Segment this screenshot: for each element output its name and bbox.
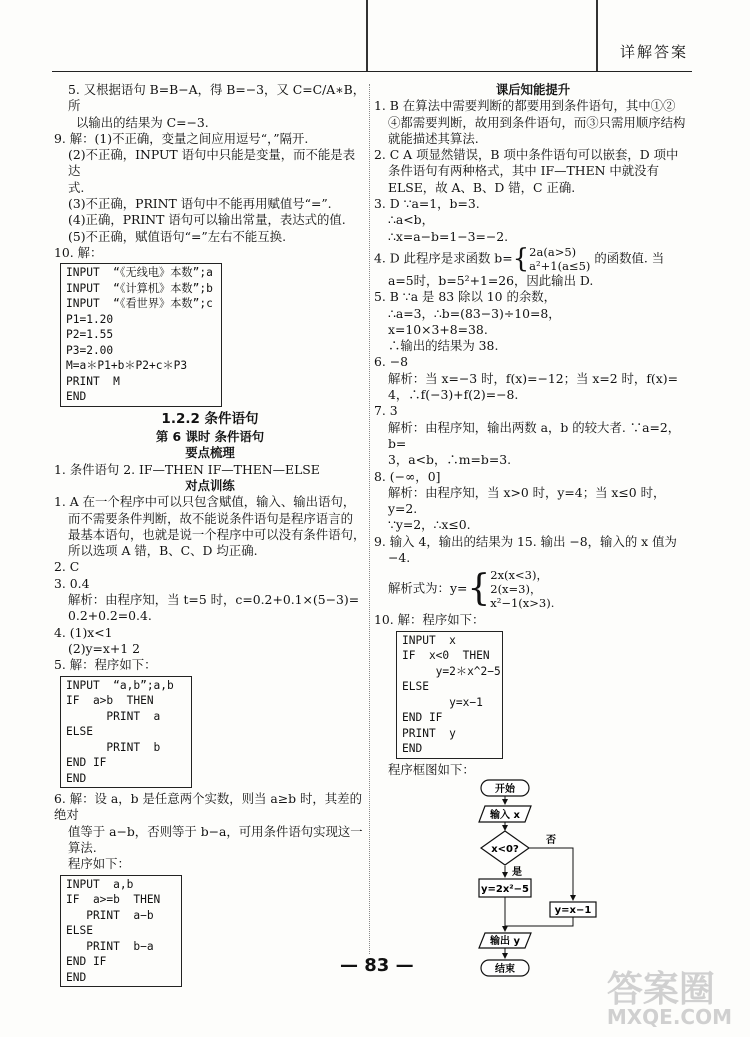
column-divider	[369, 84, 370, 954]
r9-case2: 2(x=3)，	[490, 582, 542, 597]
r4-line2: a=5时，b=5²+1=26，因此输出 D.	[388, 272, 594, 288]
answer-5-line1: 5. 又根据语句 B=B−A，得 B=−3，又 C=C/A∗B，所	[68, 82, 366, 114]
q6-line2: 值等于 a−b，否则等于 b−a，可用条件语句实现这一	[68, 823, 363, 839]
answer-9-part4: (4)正确，PRINT 语句可以输出常量，表达式的值.	[68, 212, 346, 228]
r4-case1: 2a(a>5)	[529, 244, 577, 259]
r4-pre: 4. D 此程序是求函数 b=	[374, 250, 513, 266]
q3-line3: 0.2+0.2=0.4.	[68, 608, 152, 624]
q3-line1: 3. 0.4	[54, 575, 90, 591]
right-column	[374, 82, 692, 996]
page-number: — 83 —	[340, 955, 414, 976]
flow-cond-label: x<0?	[491, 843, 519, 855]
q1-line2: 而不需要条件判断，故不能说条件语句是程序语言的	[68, 510, 353, 526]
flow-input-label: 输入 x	[490, 809, 520, 821]
r3-line2: ∴a<b，	[388, 212, 434, 228]
r9-brace: {	[467, 568, 491, 610]
r7-line2: 解析：由程序知，输出两数 a，b 的较大者. ∵a=2，b=	[388, 419, 681, 451]
r8-line3: ∵y=2，∴x≤0.	[388, 517, 471, 533]
code-block-5: INPUT “a,b”;a,b IF a>b THEN PRINT a ELSE PRINT b END IF END	[60, 676, 192, 789]
r5-line4: ∴输出的结果为 38.	[388, 338, 499, 354]
r9-pre: 解析式为：y=	[388, 580, 468, 596]
r9-piecewise	[490, 568, 554, 610]
r9-line2: −4.	[388, 550, 411, 566]
r4-piecewise	[529, 245, 590, 273]
answer-10-head: 10. 解：	[54, 244, 103, 260]
answer-9-head: 9. 解：(1)不正确，变量之间应用逗号“，”隔开.	[54, 130, 309, 146]
r3-line3: ∴x=a−b=1−3=−2.	[388, 228, 509, 244]
flow-yes-box-label: y=2x²−5	[480, 883, 530, 895]
subsection-yaodian: 要点梳理	[185, 445, 235, 461]
r4-line1	[374, 245, 692, 273]
flowchart	[466, 778, 726, 996]
answer-5-line2: 以输出的结果为 C=−3.	[76, 114, 209, 130]
r8-line2: 解析：由程序知，当 x>0 时，y=4；当 x≤0 时，y=2.	[388, 484, 666, 517]
header-bar-left	[366, 0, 368, 72]
r4-brace: {	[512, 243, 530, 274]
header-rule	[52, 71, 692, 72]
watermark	[606, 968, 732, 1029]
section-title: 1.2.2 条件语句	[161, 410, 259, 427]
page-header: 详解答案	[619, 43, 688, 61]
r1-line2: ④都需要判断，故用到条件语句，而③只需用顺序结构	[388, 114, 686, 130]
flow-no-label: 否	[546, 834, 556, 846]
r5-line2: ∴a=3，∴b=(83−3)÷10=8，	[388, 305, 561, 321]
r9-case3: x²−1(x>3).	[490, 596, 555, 611]
q2-line: 2. C	[54, 559, 80, 575]
r7-line3: 3，a<b，∴m=b=3.	[388, 452, 512, 468]
r3-line1: 3. D ∵a=1，b=3.	[374, 196, 480, 212]
right-section-title: 课后知能提升	[495, 82, 571, 97]
watermark-domain: MXQE.COM	[606, 1004, 732, 1029]
flow-yes-label: 是	[512, 866, 522, 878]
code-block-r10: INPUT x IF x<0 THEN y=2＊x^2−5 ELSE y=x−1 END IF PRINT y END	[396, 631, 503, 759]
r5-line3: x=10×3+8=38.	[388, 321, 488, 337]
answer-9-part5: (5)不正确，赋值语句“=”左右不能互换.	[68, 228, 287, 244]
q6-line3: 算法.	[68, 839, 97, 855]
q1-line3: 最基本语句，也就是说一个程序中可以没有条件语句，	[68, 526, 366, 542]
answer-9-part2b: 式.	[68, 179, 85, 195]
lesson-title: 第 6 课时 条件语句	[155, 429, 265, 445]
q4-line2: (2)y=x+1 2	[68, 640, 141, 656]
r6-line2: 解析：当 x=−3 时，f(x)=−12；当 x=2 时，f(x)=	[388, 370, 678, 386]
flowchart-label: 程序框图如下：	[388, 761, 475, 777]
flow-end-label: 结束	[495, 963, 515, 975]
flow-no-box-label: y=x−1	[554, 904, 592, 916]
watermark-logo: 答案圈	[606, 968, 715, 1010]
left-column	[54, 82, 366, 990]
r10-head: 10. 解：程序如下：	[374, 612, 485, 628]
r9-formula	[374, 568, 692, 610]
q1-line1: 1. A 在一个程序中可以只包含赋值，输入、输出语句，	[54, 494, 356, 510]
flow-start-label: 开始	[495, 783, 515, 795]
code-block-6: INPUT a,b IF a>=b THEN PRINT a−b ELSE PRINT b−a END IF END	[60, 875, 182, 988]
r4-case2: a²+1(a≤5)	[529, 258, 591, 273]
arrow-cond-no	[529, 848, 573, 900]
answer-9-part3: (3)不正确，PRINT 语句中不能再用赋值号“=”.	[68, 196, 332, 212]
flow-output-label: 输出 y	[490, 935, 520, 947]
arrow-no-merge	[505, 917, 573, 926]
answer-9-part2: (2)不正确，INPUT 语句中只能是变量，而不能是表达	[68, 147, 356, 179]
r6-line1: 6. −8	[374, 354, 409, 370]
header-bar-right	[596, 0, 598, 72]
r2-line1: 2. C A 项显然错误，B 项中条件语句可以嵌套，D 项中	[374, 147, 679, 163]
code-block-10: INPUT “《无线电》本数”;a INPUT “《计算机》本数”;b INPUT “《看世界》本数”;c P1=1.20 P2=1.55 P3=2.00 M=a＊P1+b＊P2+c＊P3 PRINT M END	[60, 263, 222, 407]
r9-case1: 2x(x<3)，	[490, 568, 548, 583]
r8-line1: 8. (−∞，0]	[374, 468, 441, 484]
q1-line4: 所以选项 A 错，B、C、D 均正确.	[68, 543, 258, 559]
q5-head: 5. 解：程序如下：	[54, 657, 157, 673]
r5-line1: 5. B ∵a 是 83 除以 10 的余数，	[374, 289, 557, 305]
r1-line1: 1. B 在算法中需要判断的都要用到条件语句，其中①②	[374, 98, 676, 114]
subsection-duidian: 对点训练	[185, 477, 235, 493]
q4-line1: 4. (1)x<1	[54, 624, 113, 640]
r2-line3: ELSE，故 A、B、D 错，C 正确.	[388, 179, 576, 195]
q3-line2: 解析：由程序知，当 t=5 时，c=0.2+0.1×(5−3)=	[68, 592, 360, 608]
r4-post: 的函数值. 当	[594, 250, 665, 266]
r7-line1: 7. 3	[374, 403, 398, 419]
yaodian-answers: 1. 条件语句 2. IF—THEN IF—THEN—ELSE	[54, 461, 320, 477]
r2-line2: 条件语句有两种格式，其中 IF—THEN 中就没有	[388, 163, 659, 179]
q6-line4: 程序如下：	[68, 856, 130, 872]
q6-line1: 6. 解：设 a，b 是任意两个实数，则当 a≥b 时，其差的绝对	[54, 791, 362, 823]
r1-line3: 就能描述其算法.	[388, 130, 479, 146]
r9-line1: 9. 输入 4，输出的结果为 15. 输出 −8，输入的 x 值为	[374, 533, 677, 549]
r6-line3: 4，∴f(−3)+f(2)=−8.	[388, 387, 519, 403]
